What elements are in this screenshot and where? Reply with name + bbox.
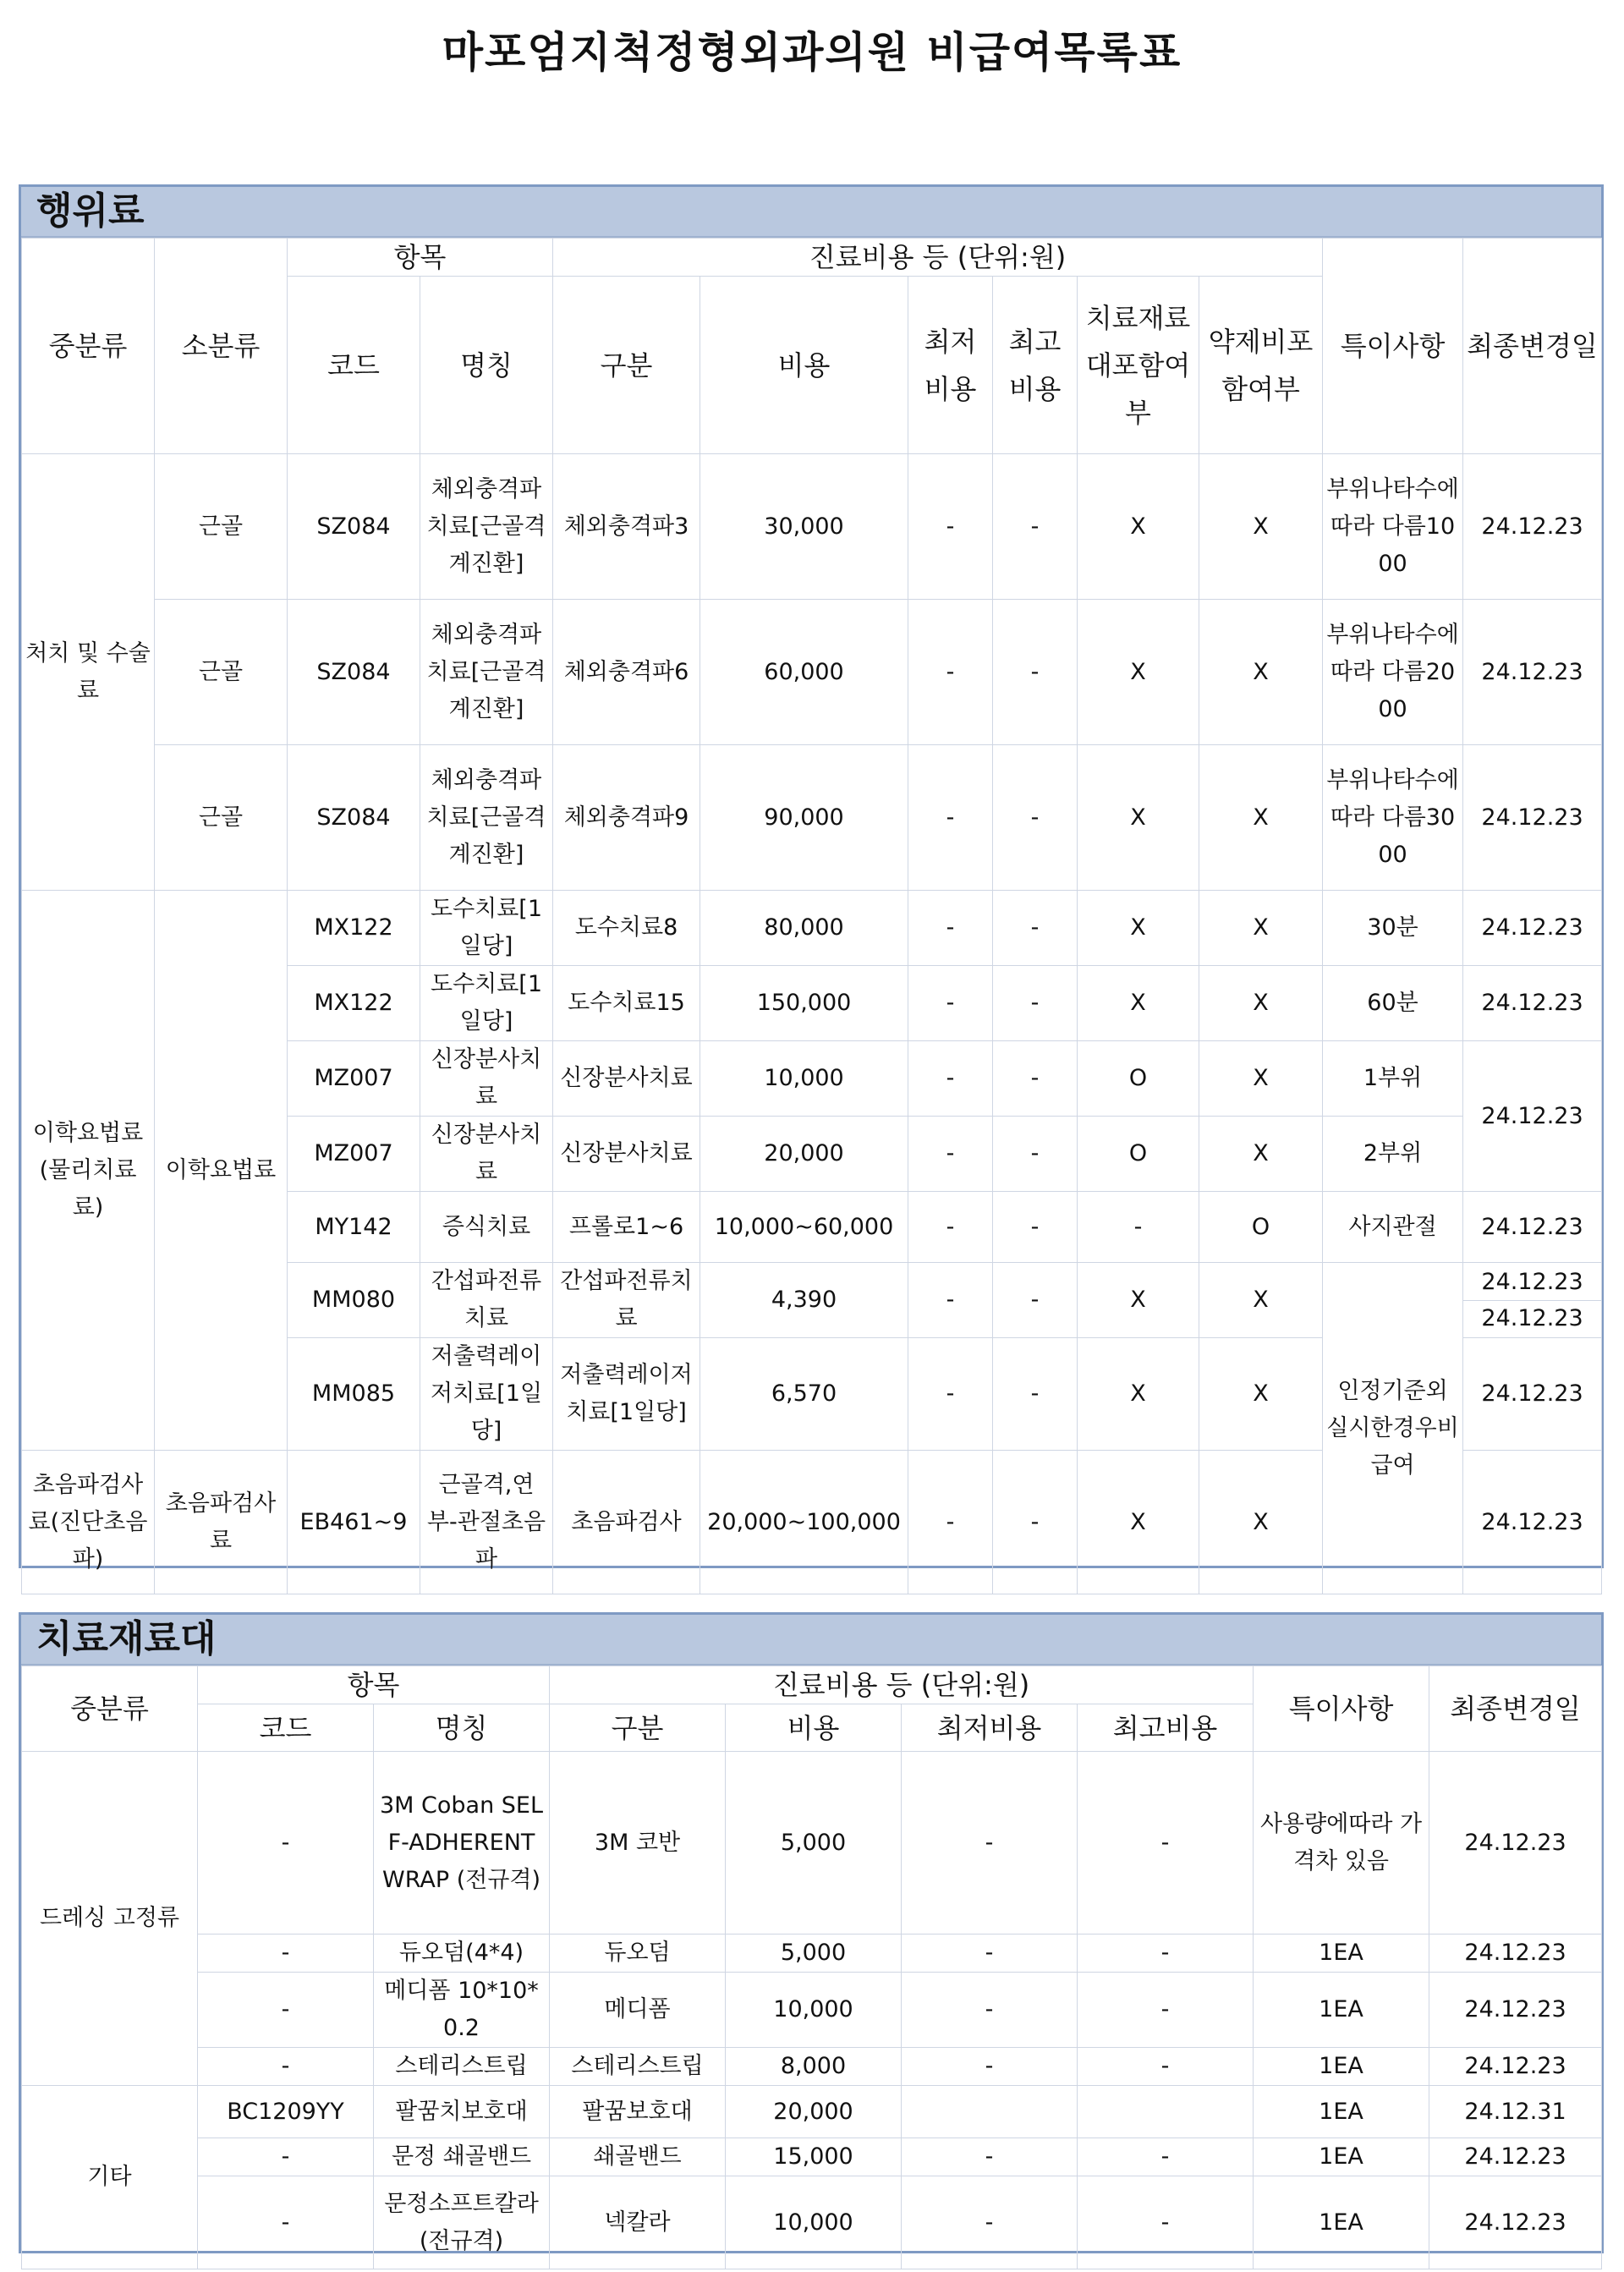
cost-cell: 10,000~60,000 bbox=[700, 1192, 908, 1263]
header-last-modified: 최종변경일 bbox=[1429, 1666, 1602, 1752]
cost-cell: 80,000 bbox=[700, 891, 908, 966]
code-cell: - bbox=[198, 1752, 374, 1934]
header-cost-group: 진료비용 등 (단위:원) bbox=[553, 239, 1323, 277]
notes-cell: 30분 bbox=[1323, 891, 1463, 966]
header-last-modified: 최종변경일 bbox=[1463, 239, 1602, 454]
code-cell: - bbox=[198, 1973, 374, 2048]
min-cost-cell: - bbox=[902, 2138, 1078, 2176]
header-division: 구분 bbox=[553, 277, 700, 454]
notes-cell: 60분 bbox=[1323, 966, 1463, 1041]
table-row bbox=[22, 891, 1602, 966]
header-item: 항목 bbox=[198, 1666, 550, 1704]
date-cell: 24.12.23 bbox=[1463, 454, 1602, 600]
date-cell: 24.12.23 bbox=[1481, 1305, 1583, 1331]
name-cell: 근골격,연부-관절초음파 bbox=[420, 1451, 553, 1594]
division-cell: 3M 코반 bbox=[550, 1752, 726, 1934]
material-included-cell: X bbox=[1078, 745, 1199, 891]
header-name: 명칭 bbox=[374, 1704, 550, 1752]
min-cost-cell: - bbox=[902, 1934, 1078, 1973]
table-row bbox=[22, 2176, 1602, 2269]
drug-included-cell: X bbox=[1199, 454, 1323, 600]
max-cost-cell: - bbox=[993, 1117, 1078, 1192]
material-included-cell: X bbox=[1078, 966, 1199, 1041]
name-cell: 체외충격파치료[근골격계진환] bbox=[420, 600, 553, 745]
header-min-cost: 최저비용 bbox=[908, 277, 993, 454]
division-cell: 신장분사치료 bbox=[553, 1117, 700, 1192]
drug-included-cell: X bbox=[1199, 745, 1323, 891]
division-cell: 체외충격파6 bbox=[553, 600, 700, 745]
header-cost: 비용 bbox=[726, 1704, 902, 1752]
cost-cell: 5,000 bbox=[726, 1934, 902, 1973]
min-cost-cell: - bbox=[908, 1338, 993, 1451]
max-cost-cell: - bbox=[1078, 2176, 1254, 2269]
code-cell: MM085 bbox=[288, 1338, 420, 1451]
min-cost-cell: - bbox=[908, 600, 993, 745]
drug-included-cell: X bbox=[1199, 1451, 1323, 1594]
max-cost-cell: - bbox=[993, 966, 1078, 1041]
date-cell: 24.12.23 bbox=[1463, 1192, 1602, 1263]
division-cell: 스테리스트립 bbox=[550, 2048, 726, 2086]
name-cell: 신장분사치료 bbox=[420, 1041, 553, 1117]
date-cell: 24.12.23 bbox=[1429, 1752, 1602, 1934]
material-included-cell: X bbox=[1078, 600, 1199, 745]
cost-cell: 5,000 bbox=[726, 1752, 902, 1934]
max-cost-cell: - bbox=[993, 1263, 1078, 1338]
code-cell: MZ007 bbox=[288, 1117, 420, 1192]
cost-cell: 4,390 bbox=[700, 1263, 908, 1338]
drug-included-cell: O bbox=[1199, 1192, 1323, 1263]
min-cost-cell: - bbox=[908, 1263, 993, 1338]
notes-cell: 인정기준외 실시한경우비급여 bbox=[1323, 1263, 1463, 1594]
cost-cell: 8,000 bbox=[726, 2048, 902, 2086]
name-cell: 3M Coban SELF-ADHERENT WRAP (전규격) bbox=[374, 1752, 550, 1934]
document-title: 마포엄지척정형외과의원 비급여목록표 bbox=[442, 28, 1182, 77]
code-cell: MZ007 bbox=[288, 1041, 420, 1117]
material-included-cell: X bbox=[1078, 1263, 1199, 1338]
cost-cell: 90,000 bbox=[700, 745, 908, 891]
division-cell: 저출력레이저치료[1일당] bbox=[553, 1338, 700, 1451]
code-cell: MY142 bbox=[288, 1192, 420, 1263]
date-cell: 24.12.31 bbox=[1429, 2086, 1602, 2138]
header-cost: 비용 bbox=[700, 277, 908, 454]
code-cell: SZ084 bbox=[288, 454, 420, 600]
table-row bbox=[22, 745, 1602, 891]
max-cost-cell: - bbox=[1078, 2138, 1254, 2176]
cost-cell: 6,570 bbox=[700, 1338, 908, 1451]
max-cost-cell: - bbox=[993, 1451, 1078, 1594]
division-cell: 팔꿈보호대 bbox=[550, 2086, 726, 2138]
table-row bbox=[22, 454, 1602, 600]
name-cell: 도수치료[1일당] bbox=[420, 891, 553, 966]
drug-included-cell: X bbox=[1199, 891, 1323, 966]
division-cell: 듀오덤 bbox=[550, 1934, 726, 1973]
date-cell: 24.12.23 bbox=[1429, 1973, 1602, 2048]
material-included-cell: X bbox=[1078, 891, 1199, 966]
header-notes: 특이사항 bbox=[1254, 1666, 1429, 1752]
min-cost-cell: - bbox=[908, 891, 993, 966]
code-cell: - bbox=[198, 1934, 374, 1973]
max-cost-cell: - bbox=[1078, 1934, 1254, 1973]
header-mid-category: 중분류 bbox=[22, 1666, 198, 1752]
header-code: 코드 bbox=[288, 277, 420, 454]
division-cell: 넥칼라 bbox=[550, 2176, 726, 2269]
date-cell: 24.12.23 bbox=[1463, 1338, 1602, 1451]
mid-category-cell: 초음파검사료(진단초음파) bbox=[22, 1451, 155, 1594]
name-cell: 팔꿈치보호대 bbox=[374, 2086, 550, 2138]
cost-cell: 15,000 bbox=[726, 2138, 902, 2176]
header-drug-included: 약제비포함여부 bbox=[1199, 277, 1323, 454]
drug-included-cell: X bbox=[1199, 966, 1323, 1041]
min-cost-cell: - bbox=[902, 1973, 1078, 2048]
drug-included-cell: X bbox=[1199, 600, 1323, 745]
name-cell: 저출력레이저치료[1일당] bbox=[420, 1338, 553, 1451]
notes-cell: 1EA bbox=[1254, 1934, 1429, 1973]
division-cell: 프롤로1~6 bbox=[553, 1192, 700, 1263]
name-cell: 문정소프트칼라(전규격) bbox=[374, 2176, 550, 2269]
header-max-cost: 최고비용 bbox=[993, 277, 1078, 454]
code-cell: MM080 bbox=[288, 1263, 420, 1338]
code-cell: MX122 bbox=[288, 891, 420, 966]
max-cost-cell: - bbox=[993, 891, 1078, 966]
header-name: 명칭 bbox=[420, 277, 553, 454]
division-cell: 체외충격파9 bbox=[553, 745, 700, 891]
date-cell: 24.12.23 bbox=[1429, 2048, 1602, 2086]
mid-category-cell: 드레싱 고정류 bbox=[22, 1752, 198, 2086]
max-cost-cell: - bbox=[993, 745, 1078, 891]
name-cell: 도수치료[1일당] bbox=[420, 966, 553, 1041]
header-cost-group: 진료비용 등 (단위:원) bbox=[550, 1666, 1254, 1704]
sub-category-cell: 초음파검사료 bbox=[155, 1451, 288, 1594]
division-cell: 도수치료8 bbox=[553, 891, 700, 966]
max-cost-cell: - bbox=[1078, 1752, 1254, 1934]
notes-cell: 1EA bbox=[1254, 1973, 1429, 2048]
notes-cell: 1EA bbox=[1254, 2138, 1429, 2176]
procedures-table bbox=[21, 238, 1602, 1594]
division-cell: 쇄골밴드 bbox=[550, 2138, 726, 2176]
min-cost-cell: - bbox=[902, 2176, 1078, 2269]
division-cell: 메디폼 bbox=[550, 1973, 726, 2048]
max-cost-cell: - bbox=[993, 454, 1078, 600]
header-code: 코드 bbox=[198, 1704, 374, 1752]
mid-category-cell: 이학요법료(물리치료료) bbox=[22, 891, 155, 1451]
cost-cell: 20,000~100,000 bbox=[700, 1451, 908, 1594]
cost-cell: 30,000 bbox=[700, 454, 908, 600]
date-cell: 24.12.23 bbox=[1463, 966, 1602, 1041]
name-cell: 증식치료 bbox=[420, 1192, 553, 1263]
code-cell: SZ084 bbox=[288, 745, 420, 891]
material-included-cell: X bbox=[1078, 1451, 1199, 1594]
code-cell: BC1209YY bbox=[198, 2086, 374, 2138]
date-cell: 24.12.23 bbox=[1463, 1451, 1602, 1594]
name-cell: 스테리스트립 bbox=[374, 2048, 550, 2086]
code-cell: - bbox=[198, 2138, 374, 2176]
drug-included-cell: X bbox=[1199, 1041, 1323, 1117]
max-cost-cell: - bbox=[993, 1192, 1078, 1263]
max-cost-cell: - bbox=[993, 1338, 1078, 1451]
notes-cell: 1EA bbox=[1254, 2048, 1429, 2086]
material-included-cell: - bbox=[1078, 1192, 1199, 1263]
code-cell: SZ084 bbox=[288, 600, 420, 745]
header-notes: 특이사항 bbox=[1323, 239, 1463, 454]
cost-cell: 20,000 bbox=[700, 1117, 908, 1192]
material-included-cell: X bbox=[1078, 454, 1199, 600]
cost-cell: 10,000 bbox=[726, 1973, 902, 2048]
code-cell: - bbox=[198, 2176, 374, 2269]
materials-section bbox=[19, 1612, 1604, 2253]
material-included-cell: O bbox=[1078, 1117, 1199, 1192]
table-row bbox=[22, 1752, 1602, 1934]
drug-included-cell: X bbox=[1199, 1117, 1323, 1192]
drug-included-cell: X bbox=[1199, 1338, 1323, 1451]
sub-category-cell: 근골 bbox=[155, 454, 288, 600]
max-cost-cell: - bbox=[993, 600, 1078, 745]
notes-cell: 부위나타수에따라 다름1000 bbox=[1323, 454, 1463, 600]
min-cost-cell: - bbox=[908, 1041, 993, 1117]
materials-section-title: 치료재료대 bbox=[21, 1615, 1601, 1666]
materials-table bbox=[21, 1666, 1602, 2269]
date-cell: 24.12.23 bbox=[1429, 2176, 1602, 2269]
table-row bbox=[22, 1973, 1602, 2048]
header-material-included: 치료재료대포함여부 bbox=[1078, 277, 1199, 454]
notes-cell: 사지관절 bbox=[1323, 1192, 1463, 1263]
procedures-section bbox=[19, 184, 1604, 1572]
cost-cell: 60,000 bbox=[700, 600, 908, 745]
header-item: 항목 bbox=[288, 239, 553, 277]
min-cost-cell bbox=[902, 2086, 1078, 2138]
mid-category-cell: 기타 bbox=[22, 2086, 198, 2269]
code-cell: EB461~9 bbox=[288, 1451, 420, 1594]
procedures-section-title: 행위료 bbox=[21, 187, 1601, 238]
min-cost-cell: - bbox=[908, 1117, 993, 1192]
table-row bbox=[22, 1934, 1602, 1973]
max-cost-cell: - bbox=[1078, 2048, 1254, 2086]
cost-cell: 10,000 bbox=[726, 2176, 902, 2269]
min-cost-cell: - bbox=[902, 1752, 1078, 1934]
name-cell: 체외충격파치료[근골격계진환] bbox=[420, 454, 553, 600]
cost-cell: 10,000 bbox=[700, 1041, 908, 1117]
sub-category-cell: 이학요법료 bbox=[155, 891, 288, 1451]
name-cell: 체외충격파치료[근골격계진환] bbox=[420, 745, 553, 891]
header-sub-category: 소분류 bbox=[155, 239, 288, 454]
min-cost-cell: - bbox=[902, 2048, 1078, 2086]
name-cell: 문정 쇄골밴드 bbox=[374, 2138, 550, 2176]
min-cost-cell: - bbox=[908, 966, 993, 1041]
date-cell: 24.12.23 bbox=[1463, 600, 1602, 745]
date-cell: 24.12.23 bbox=[1463, 745, 1602, 891]
name-cell: 신장분사치료 bbox=[420, 1117, 553, 1192]
name-cell: 메디폼 10*10*0.2 bbox=[374, 1973, 550, 2048]
sub-category-cell: 근골 bbox=[155, 745, 288, 891]
header-division: 구분 bbox=[550, 1704, 726, 1752]
name-cell: 듀오덤(4*4) bbox=[374, 1934, 550, 1973]
notes-cell: 사용량에따라 가격차 있음 bbox=[1254, 1752, 1429, 1934]
division-cell: 체외충격파3 bbox=[553, 454, 700, 600]
max-cost-cell: - bbox=[993, 1041, 1078, 1117]
mid-category-cell: 처치 및 수술료 bbox=[22, 454, 155, 891]
header-mid-category: 중분류 bbox=[22, 239, 155, 454]
drug-included-cell: X bbox=[1199, 1263, 1323, 1338]
code-cell: - bbox=[198, 2048, 374, 2086]
max-cost-cell: - bbox=[1078, 1973, 1254, 2048]
name-cell: 간섭파전류치료 bbox=[420, 1263, 553, 1338]
material-included-cell: O bbox=[1078, 1041, 1199, 1117]
notes-cell: 1부위 bbox=[1323, 1041, 1463, 1117]
table-row bbox=[22, 600, 1602, 745]
notes-cell: 부위나타수에따라 다름3000 bbox=[1323, 745, 1463, 891]
sub-category-cell: 근골 bbox=[155, 600, 288, 745]
notes-cell: 부위나타수에따라 다름2000 bbox=[1323, 600, 1463, 745]
division-cell: 도수치료15 bbox=[553, 966, 700, 1041]
date-cell: 24.12.23 bbox=[1463, 1041, 1602, 1192]
material-included-cell: X bbox=[1078, 1338, 1199, 1451]
division-cell: 간섭파전류치료 bbox=[553, 1263, 700, 1338]
date-cell: 24.12.23 bbox=[1429, 2138, 1602, 2176]
date-cell: 24.12.23 bbox=[1463, 891, 1602, 966]
header-min-cost: 최저비용 bbox=[902, 1704, 1078, 1752]
max-cost-cell bbox=[1078, 2086, 1254, 2138]
min-cost-cell: - bbox=[908, 745, 993, 891]
header-max-cost: 최고비용 bbox=[1078, 1704, 1254, 1752]
code-cell: MX122 bbox=[288, 966, 420, 1041]
date-cell: 24.12.23 bbox=[1429, 1934, 1602, 1973]
min-cost-cell: - bbox=[908, 1192, 993, 1263]
division-cell: 초음파검사 bbox=[553, 1451, 700, 1594]
cost-cell: 150,000 bbox=[700, 966, 908, 1041]
min-cost-cell: - bbox=[908, 454, 993, 600]
division-cell: 신장분사치료 bbox=[553, 1041, 700, 1117]
table-row bbox=[22, 2048, 1602, 2086]
cost-cell: 20,000 bbox=[726, 2086, 902, 2138]
table-row bbox=[22, 2138, 1602, 2176]
notes-cell: 1EA bbox=[1254, 2086, 1429, 2138]
notes-cell: 1EA bbox=[1254, 2176, 1429, 2269]
table-row bbox=[22, 2086, 1602, 2138]
min-cost-cell: - bbox=[908, 1451, 993, 1594]
notes-cell: 2부위 bbox=[1323, 1117, 1463, 1192]
date-cell: 24.12.23 bbox=[1463, 1265, 1601, 1301]
